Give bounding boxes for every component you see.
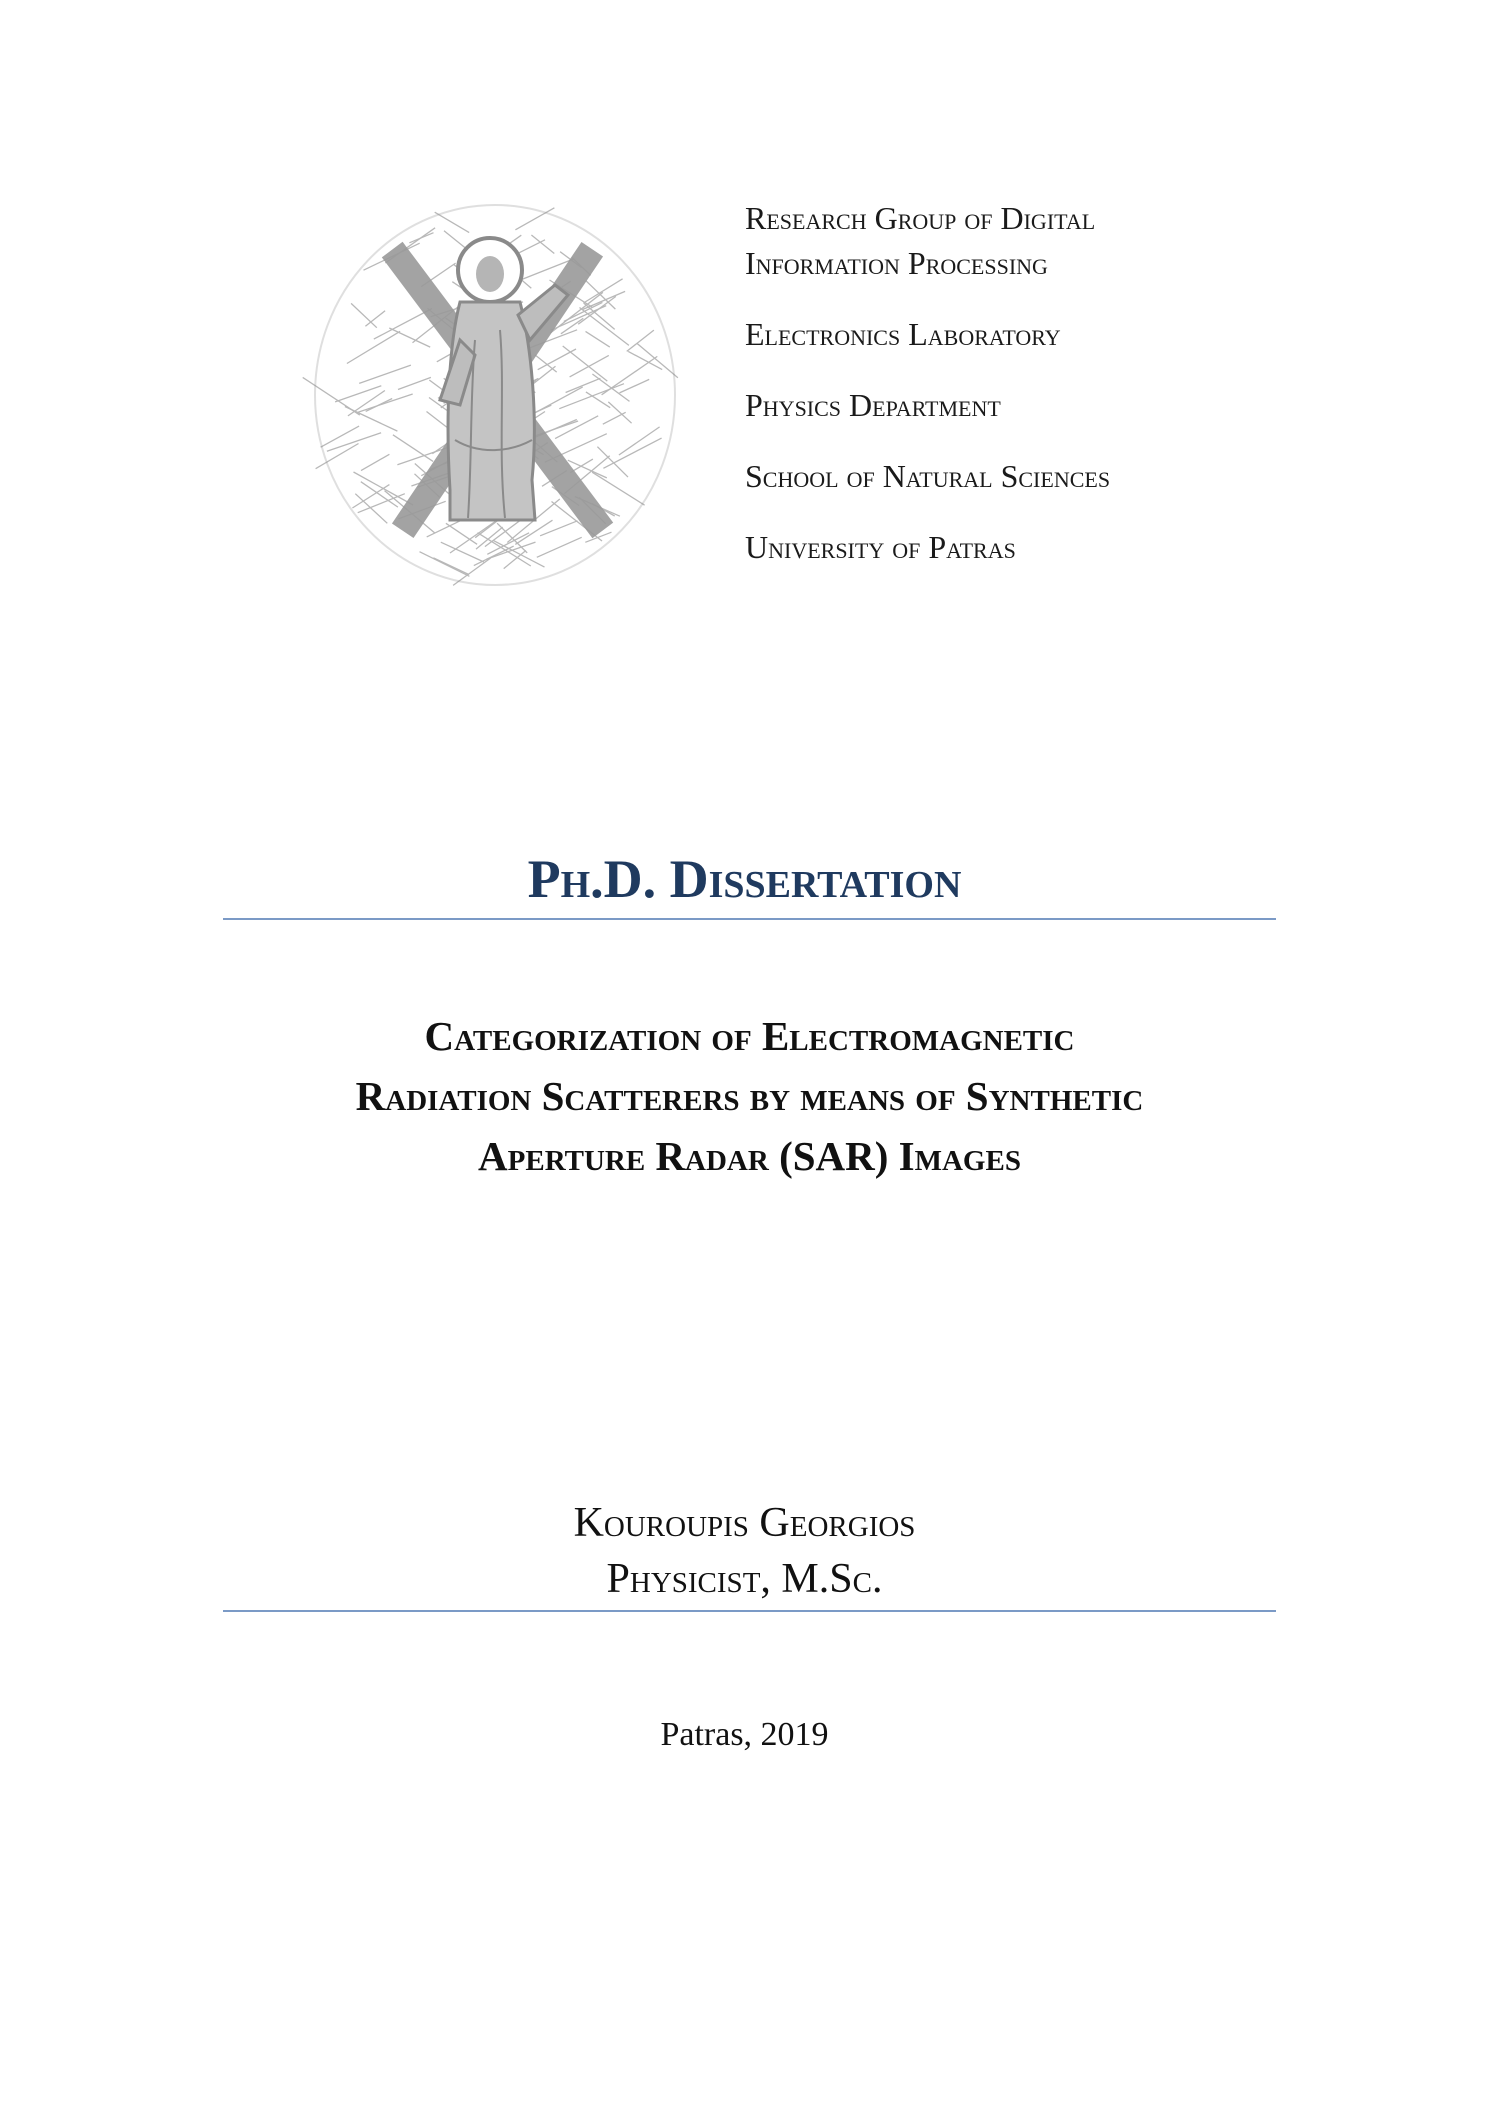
university-line: University of Patras (745, 529, 1016, 565)
department-line: Physics Department (745, 387, 1001, 423)
author-divider (223, 1610, 1276, 1612)
thesis-title-line-2: Radiation Scatterers by means of Synthetic (355, 1073, 1144, 1119)
laboratory-line: Electronics Laboratory (745, 316, 1061, 352)
university-seal-logo (300, 190, 690, 595)
thesis-title-line-3: Aperture Radar (SAR) Images (478, 1133, 1021, 1179)
author-credentials: Physicist, M.Sc. (606, 1556, 883, 1602)
heading-divider (223, 918, 1276, 920)
affiliation-block (745, 196, 1305, 570)
school-line: School of Natural Sciences (745, 458, 1111, 494)
place-and-date: Patras, 2019 (660, 1716, 829, 1753)
research-group-line-1: Research Group of Digital (745, 200, 1096, 236)
author-name: Kouroupis Georgios (573, 1500, 916, 1546)
university-of-patras-seal-icon (300, 190, 690, 595)
thesis-title (223, 1006, 1276, 1186)
thesis-title-line-1: Categorization of Electromagnetic (424, 1013, 1075, 1059)
author-block (0, 1495, 1489, 1607)
research-group-line-2: Information Processing (745, 245, 1048, 281)
document-type-heading: Ph.D. Dissertation (527, 849, 962, 909)
